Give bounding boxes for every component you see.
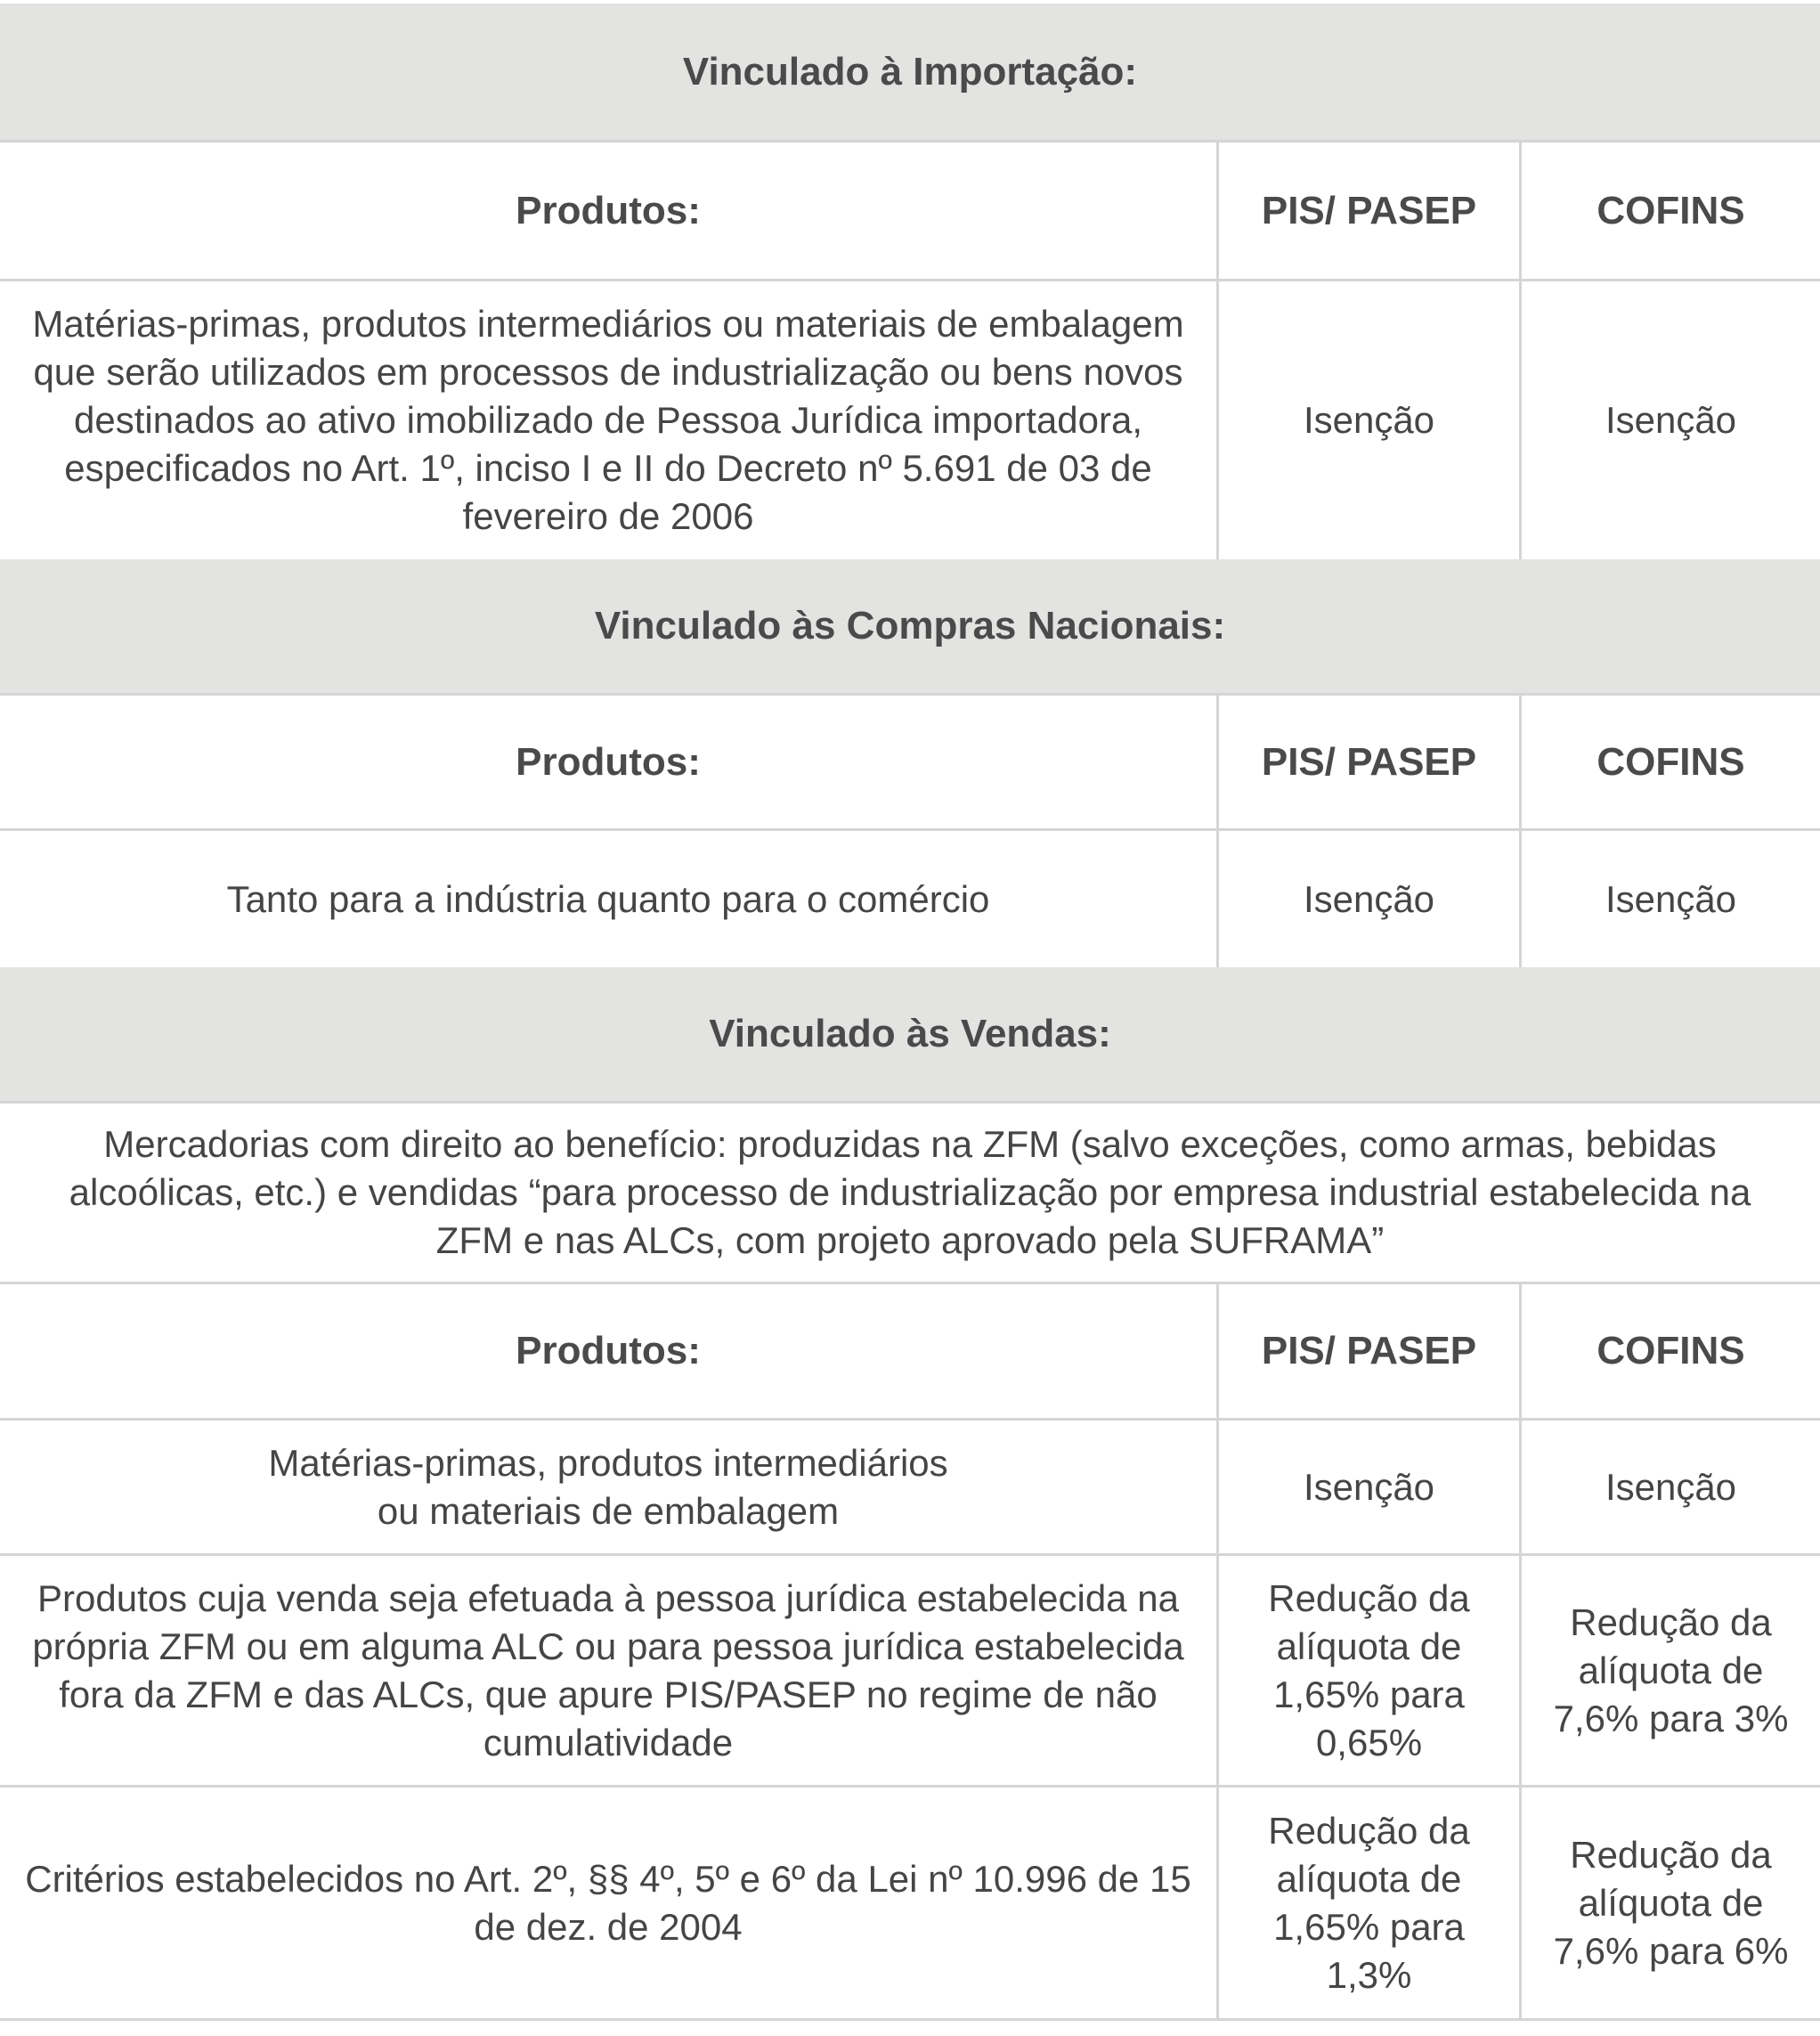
- column-header-row: [0, 143, 1820, 281]
- column-header-row: [0, 696, 1820, 831]
- section-note: Mercadorias com direito ao benefício: produzidas na ZFM (salvo exceções, como armas, bebidas alcoólicas, etc.) e vendidas “para processo de industrialização por empresa industrial estabelecida na ZFM e nas ALCs, com projeto aprovado pela SUFRAMA”: [69, 1123, 1751, 1261]
- column-header-products: Produtos:: [516, 1329, 701, 1372]
- cofins-value: Isenção: [1519, 1421, 1820, 1553]
- table-row: [0, 831, 1820, 967]
- table-row: [0, 281, 1820, 559]
- table-row: [0, 1788, 1820, 2021]
- table-row: [0, 1556, 1820, 1788]
- column-header-row: [0, 1284, 1820, 1421]
- section-header-importacao: [0, 4, 1820, 143]
- pis-value: Redução da alíquota de 1,65% para 0,65%: [1216, 1556, 1519, 1785]
- product-description: Matérias-primas, produtos intermediários ou materiais de embalagem que serão utilizados em processos de industrialização ou bens novos destinados ao ativo imobilizado de Pessoa Jurídica importadora, especificados no Art. 1º, inciso I e II do Decreto nº 5.691 de 03 de fevereiro de 2006: [32, 303, 1184, 537]
- column-header-cofins: COFINS: [1519, 143, 1820, 279]
- pis-value: Isenção: [1216, 281, 1519, 559]
- cofins-value: Redução da alíquota de 7,6% para 3%: [1519, 1556, 1820, 1785]
- product-description: Critérios estabelecidos no Art. 2º, §§ 4º, 5º e 6º da Lei nº 10.996 de 15 de dez. de 2004: [25, 1857, 1191, 1948]
- pis-value: Isenção: [1216, 1421, 1519, 1553]
- pis-value: Redução da alíquota de 1,65% para 1,3%: [1216, 1788, 1519, 2018]
- column-header-cofins: COFINS: [1519, 696, 1820, 828]
- section-header-vendas: [0, 967, 1820, 1104]
- cofins-value: Redução da alíquota de 7,6% para 6%: [1519, 1788, 1820, 2018]
- column-header-pis: PIS/ PASEP: [1216, 1284, 1519, 1418]
- section-note-row: [0, 1104, 1820, 1284]
- section-title: Vinculado às Vendas:: [709, 1012, 1111, 1055]
- section-title: Vinculado à Importação:: [682, 49, 1138, 94]
- section-title: Vinculado às Compras Nacionais:: [594, 604, 1226, 647]
- column-header-products: Produtos:: [516, 739, 701, 784]
- section-header-compras-nacionais: [0, 559, 1820, 696]
- cofins-value: Isenção: [1519, 831, 1820, 967]
- pis-value: Isenção: [1216, 831, 1519, 967]
- column-header-cofins: COFINS: [1519, 1284, 1820, 1418]
- table-row: [0, 1421, 1820, 1556]
- product-description: Tanto para a indústria quanto para o comércio: [226, 877, 990, 920]
- column-header-products: Produtos:: [516, 188, 701, 232]
- column-header-pis: PIS/ PASEP: [1216, 143, 1519, 279]
- product-description: Matérias-primas, produtos intermediários ou materiais de embalagem: [268, 1441, 948, 1532]
- cofins-value: Isenção: [1519, 281, 1820, 559]
- column-header-pis: PIS/ PASEP: [1216, 696, 1519, 828]
- product-description: Produtos cuja venda seja efetuada à pessoa jurídica estabelecida na própria ZFM ou em alguma ALC ou para pessoa jurídica estabelecida fora da ZFM e das ALCs, que apure PIS/PASEP no regime de não cumulatividade: [32, 1576, 1184, 1763]
